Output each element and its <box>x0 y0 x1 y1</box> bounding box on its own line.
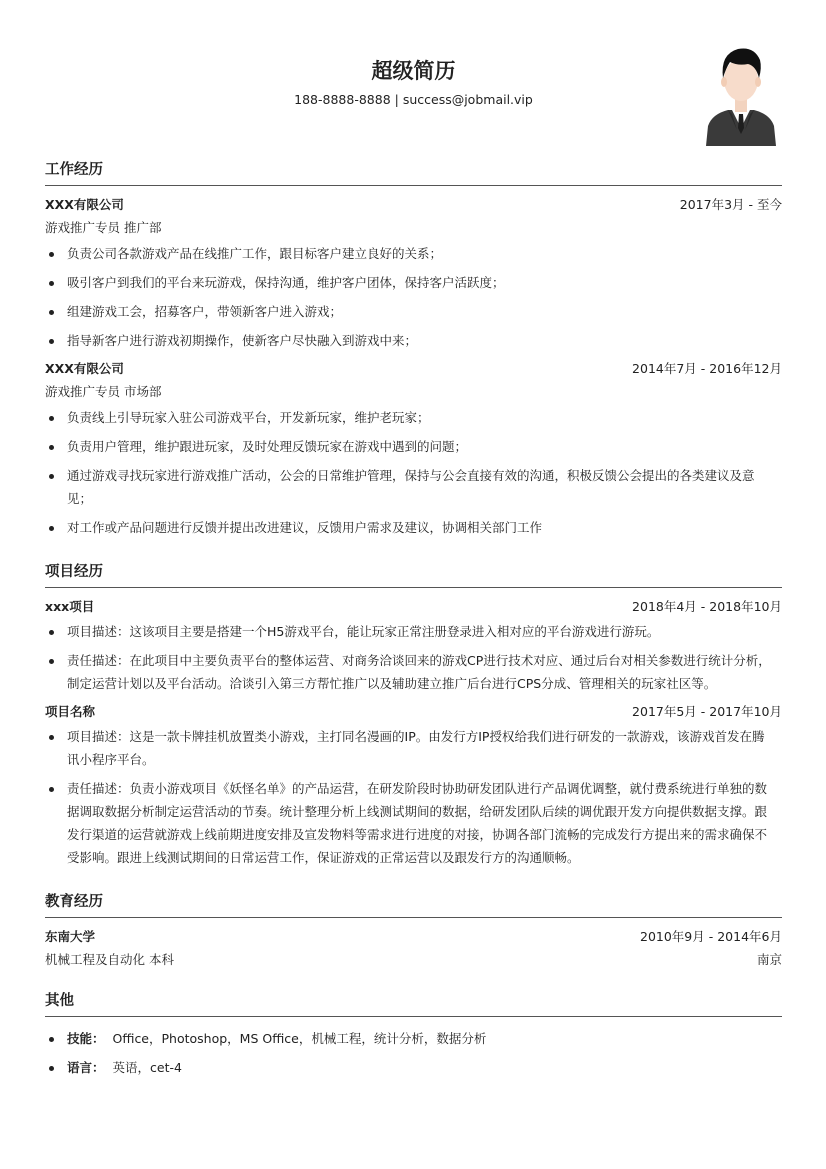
list-item: 项目描述：这该项目主要是搭建一个H5游戏平台，能让玩家正常注册登录进入相对应的平台游戏进行游玩。 <box>45 617 782 646</box>
entry-date: 2018年4月 - 2018年10月 <box>632 599 782 614</box>
major: 机械工程及自动化 本科 <box>45 952 174 967</box>
list-item: 对工作或产品问题进行反馈并提出改进建议，反馈用户需求及建议，协调相关部门工作 <box>45 513 782 542</box>
projects-section-title: 项目经历 <box>45 560 782 588</box>
work-section-title: 工作经历 <box>45 158 782 186</box>
work-entry <box>45 357 782 542</box>
education-section-title: 教育经历 <box>45 890 782 918</box>
list-item: 吸引客户到我们的平台来玩游戏，保持沟通，维护客户团体，保持客户活跃度； <box>45 268 782 297</box>
education-section <box>45 890 782 971</box>
work-section <box>45 158 782 542</box>
skills-value: Office，Photoshop，MS Office，机械工程，统计分析，数据分析 <box>112 1031 487 1046</box>
list-item: 责任描述：负责小游戏项目《妖怪名单》的产品运营，在研发阶段时协助研发团队进行产品调优调整，就付费系统进行单独的数据调取数据分析制定运营活动的节奏。统计整理分析上线测试期间的数据，给研发团队后续的调优跟开发方向提供数据支撑。跟发行渠道的运营就游戏上线前期进度安排及宣发物料等需求进行进度的对接，协调各部门流畅的完成发行方提出来的需求确保不受影响。跟进上线测试期间的日常运营工作，保证游戏的正常运营以及跟发行方的沟通顺畅。 <box>45 774 782 872</box>
list-item: 负责用户管理，维护跟进玩家，及时处理反馈玩家在游戏中遇到的问题； <box>45 432 782 461</box>
list-item <box>45 1024 782 1053</box>
candidate-name: 超级简历 <box>371 59 456 83</box>
entry-date: 2014年7月 - 2016年12月 <box>632 361 782 376</box>
list-item: 通过游戏寻找玩家进行游戏推广活动，公会的日常维护管理，保持与公会直接有效的沟通，积极反馈公会提出的各类建议及意见； <box>45 461 782 513</box>
projects-section <box>45 560 782 872</box>
list-item: 负责线上引导玩家入驻公司游戏平台，开发新玩家，维护老玩家； <box>45 403 782 432</box>
list-item: 指导新客户进行游戏初期操作，使新客户尽快融入到游戏中来； <box>45 326 782 355</box>
project-entry <box>45 595 782 698</box>
list-item: 项目描述：这是一款卡牌挂机放置类小游戏，主打同名漫画的IP。由发行方IP授权给我们进行研发的一款游戏，该游戏首发在腾讯小程序平台。 <box>45 722 782 774</box>
entry-date: 2010年9月 - 2014年6月 <box>640 929 782 944</box>
project-entry <box>45 700 782 872</box>
contact-info: 188-8888-8888 | success@jobmail.vip <box>294 92 533 107</box>
language-value: 英语，cet-4 <box>112 1060 182 1075</box>
school-name: 东南大学 <box>45 929 96 944</box>
job-role: 游戏推广专员 推广部 <box>45 220 162 235</box>
company-name: XXX有限公司 <box>45 361 124 376</box>
job-role: 游戏推广专员 市场部 <box>45 384 162 399</box>
list-item <box>45 1053 782 1082</box>
avatar <box>704 44 778 146</box>
list-item: 组建游戏工会，招募客户，带领新客户进入游戏； <box>45 297 782 326</box>
entry-date: 2017年3月 - 至今 <box>679 197 782 212</box>
project-name: xxx项目 <box>45 599 95 614</box>
language-label: 语言： <box>67 1060 105 1075</box>
resume-page <box>45 0 782 1169</box>
list-item: 责任描述：在此项目中主要负责平台的整体运营、对商务洽谈回来的游戏CP进行技术对应、通过后台对相关参数进行统计分析，制定运营计划以及平台活动。洽谈引入第三方帮忙推广以及辅助建立推广后台进行CPS分成、管理相关的玩家社区等。 <box>45 646 782 698</box>
other-section <box>45 989 782 1082</box>
resume-header <box>45 0 782 150</box>
project-name: 项目名称 <box>45 704 96 719</box>
company-name: XXX有限公司 <box>45 197 124 212</box>
entry-date: 2017年5月 - 2017年10月 <box>632 704 782 719</box>
other-section-title: 其他 <box>45 989 782 1017</box>
skills-label: 技能： <box>67 1031 105 1046</box>
city: 南京 <box>756 952 782 967</box>
list-item: 负责公司各款游戏产品在线推广工作，跟目标客户建立良好的关系； <box>45 239 782 268</box>
work-entry <box>45 193 782 355</box>
education-entry <box>45 925 782 971</box>
